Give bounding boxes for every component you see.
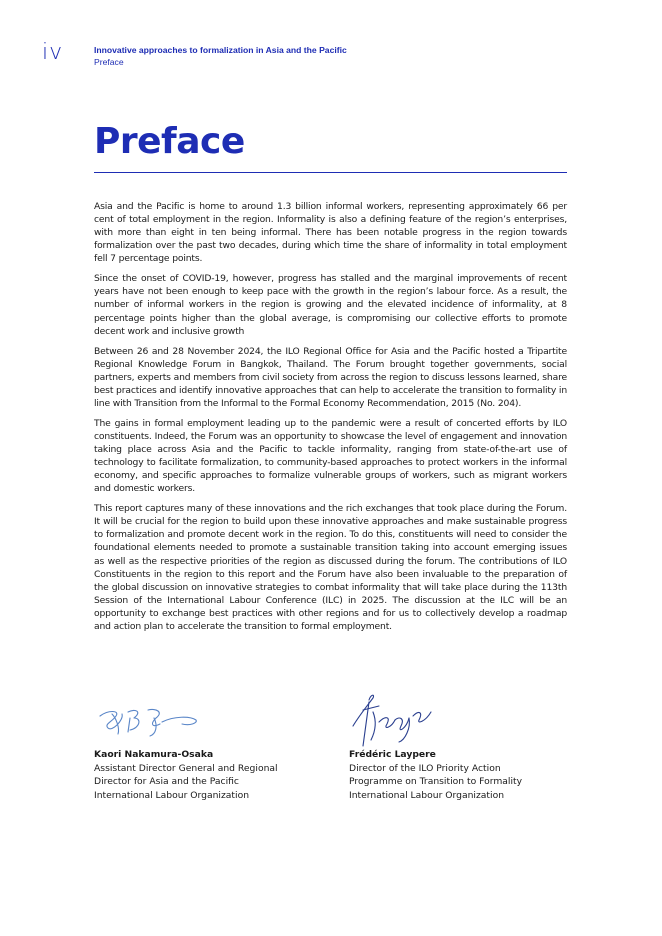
signatory-title-line: Assistant Director General and Regional: [94, 762, 278, 774]
title-underline-divider: [94, 172, 567, 173]
signatory-organization: International Labour Organization: [349, 789, 505, 801]
running-header: [94, 44, 347, 68]
paragraph: The gains in formal employment leading up to the pandemic were a result of concerted efforts by ILO constituents. Indeed, the Forum was an opportunity to showcase the level of engagement and innovation taking place across Asia and the Pacific to tackle informality, ranging from state-of-the-art use of technology to facilitate formalization, to community-based approaches to protect workers in the informal economy, and specific approaches to formalize vulnerable groups of workers, such as migrant workers and domestic workers.: [94, 417, 567, 495]
paragraph: Between 26 and 28 November 2024, the ILO Regional Office for Asia and the Pacific hosted a Tripartite Regional Knowledge Forum in Bangkok, Thailand. The Forum brought together governments, social partners, experts and members from civil society from across the region to discuss lessons learned, share best practices and identify innovative approaches that can help to accelerate the transition to formality in line with Transition from the Informal to the Formal Economy Recommendation, 2015 (No. 204).: [94, 345, 567, 409]
page-number: iv: [42, 40, 64, 65]
page-title: Preface: [94, 121, 245, 162]
paragraph: Asia and the Pacific is home to around 1.3 billion informal workers, representing approximately 66 per cent of total employment in the region. Informality is also a defining feature of the region’s enterprises, with more than eight in ten being informal. There has been notable progress in the region towards formalization over the past two decades, during which time the share of informality in total employment fell 7 percentage points.: [94, 201, 567, 265]
signature-frederic-laypere: [349, 688, 439, 750]
signatory-title-line: Director for Asia and the Pacific: [94, 776, 239, 787]
header-document-title: Innovative approaches to formalization in Asia and the Pacific: [94, 45, 347, 55]
signatory-title-line: Programme on Transition to Formality: [349, 776, 523, 787]
signatory-block-right: [349, 748, 589, 802]
signatory-organization: International Labour Organization: [94, 789, 250, 801]
signatory-name: Frédéric Laypere: [349, 749, 436, 760]
paragraph: Since the onset of COVID-19, however, progress has stalled and the marginal improvements of recent years have not been enough to keep pace with the growth in the region’s labour force. As a result, the number of informal workers in the region is growing and the elevated incidence of informality, at 8 percentage points higher than the global average, is compromising our collective efforts to promote decent work and inclusive growth: [94, 273, 567, 337]
signatory-title-line: Director of the ILO Priority Action: [349, 762, 501, 774]
preface-body: [94, 200, 567, 640]
signature-kaori-nakamura-osaka: [94, 702, 214, 742]
header-section-name: Preface: [94, 57, 124, 67]
paragraph: This report captures many of these innovations and the rich exchanges that took place during the Forum. It will be crucial for the region to build upon these innovative approaches and make sustainable progress to formalization and promote decent work in the region. To do this, constituents will need to consider the foundational elements needed to promote a sustainable transition taking into account emerging issues as well as the respective priorities of the region as discussed during the forum. The contributions of ILO Constituents in the region to this report and the Forum have also been invaluable to the preparation of the global discussion on innovative strategies to combat informality that will take place during the 113th Session of the International Labour Conference (ILC) in 2025. The discussion at the ILC will be an opportunity to exchange best practices with other regions and for us to collectively develop a roadmap and action plan to accelerate the transition to formal employment.: [94, 503, 567, 632]
signatory-block-left: [94, 748, 334, 802]
signatory-name: Kaori Nakamura-Osaka: [94, 749, 214, 760]
